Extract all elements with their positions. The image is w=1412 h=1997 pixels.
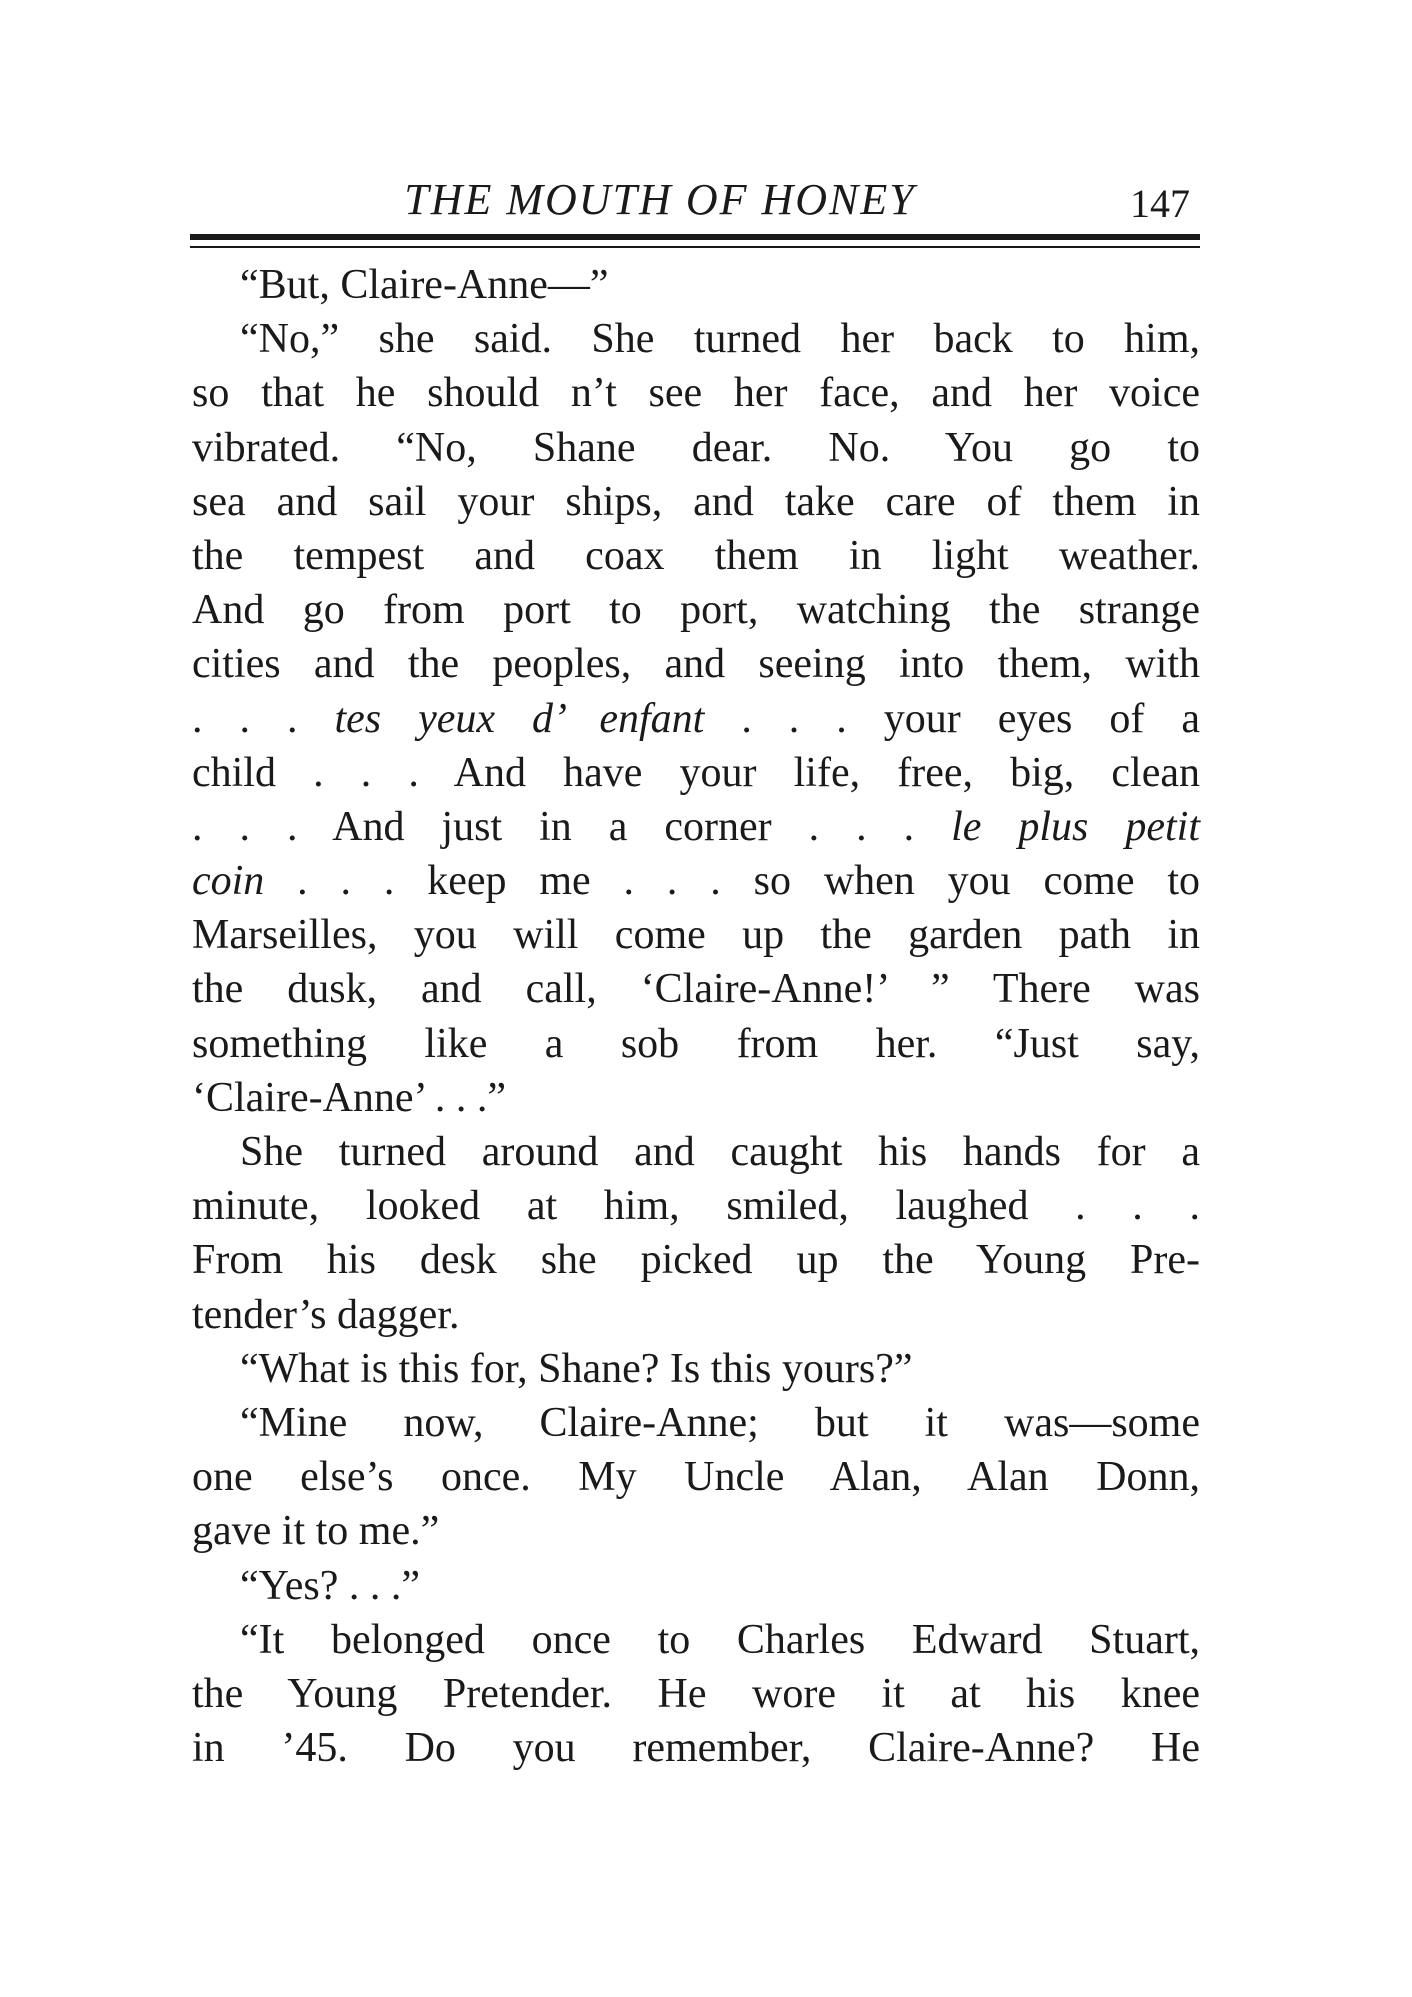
text-line: “Mine now, Claire-Anne; but it was—some — [240, 1399, 1200, 1446]
text-line: tender’s dagger. — [192, 1291, 460, 1338]
text-line: child . . . And have your life, free, big, clean — [192, 749, 1200, 796]
text-run: . . . And just in a corner . . . — [192, 803, 952, 850]
text-line: gave it to me.” — [192, 1508, 440, 1555]
body-text — [192, 258, 1200, 1775]
text-line: the tempest and coax them in light weather. — [192, 532, 1200, 579]
text-line: so that he should n’t see her face, and her voice — [192, 370, 1200, 417]
italic-phrase: coin — [192, 858, 265, 905]
text-line: From his desk she picked up the Young Pre- — [192, 1237, 1200, 1284]
text-line: Marseilles, you will come up the garden path in — [192, 912, 1200, 959]
text-line: cities and the peoples, and seeing into them, with — [192, 641, 1200, 688]
text-run: . . . your eyes of a — [704, 695, 1200, 742]
text-line: She turned around and caught his hands for a — [240, 1129, 1200, 1175]
text-line: sea and sail your ships, and take care of them in — [192, 478, 1200, 525]
text-line: “No,” she said. She turned her back to him, — [240, 316, 1200, 363]
text-line: “But, Claire-Anne—” — [240, 262, 609, 308]
running-title: THE MOUTH OF HONEY — [404, 175, 916, 224]
text-line: something like a sob from her. “Just say, — [192, 1020, 1200, 1067]
text-line: “What is this for, Shane? Is this yours?” — [240, 1345, 913, 1392]
text-line — [192, 854, 1200, 908]
text-line: “It belonged once to Charles Edward Stuart, — [240, 1616, 1200, 1663]
header-rule-thick — [190, 234, 1200, 240]
text-line: in ’45. Do you remember, Claire-Anne? He — [192, 1725, 1200, 1772]
text-line: the Young Pretender. He wore it at his knee — [192, 1670, 1200, 1717]
text-line — [192, 692, 1200, 746]
text-line: And go from port to port, watching the strange — [192, 587, 1200, 634]
page-number: 147 — [1130, 181, 1190, 226]
text-line: the dusk, and call, ‘Claire-Anne!’ ” There was — [192, 966, 1200, 1013]
text-line — [192, 800, 1200, 854]
running-head — [190, 168, 1200, 228]
text-run: . . . — [192, 695, 335, 742]
italic-phrase: tes yeux d’ enfant — [334, 695, 705, 742]
text-line: one else’s once. My Uncle Alan, Alan Donn, — [192, 1454, 1200, 1501]
italic-phrase: le plus petit — [951, 803, 1200, 850]
text-line: “Yes? . . .” — [240, 1562, 421, 1609]
text-line: vibrated. “No, Shane dear. No. You go to — [192, 424, 1200, 471]
text-run: . . . keep me . . . so when you come to — [264, 858, 1200, 905]
text-line: ‘Claire-Anne’ . . .” — [192, 1074, 507, 1121]
header-rule-thin — [190, 246, 1200, 248]
text-line: minute, looked at him, smiled, laughed . . . — [192, 1183, 1200, 1230]
